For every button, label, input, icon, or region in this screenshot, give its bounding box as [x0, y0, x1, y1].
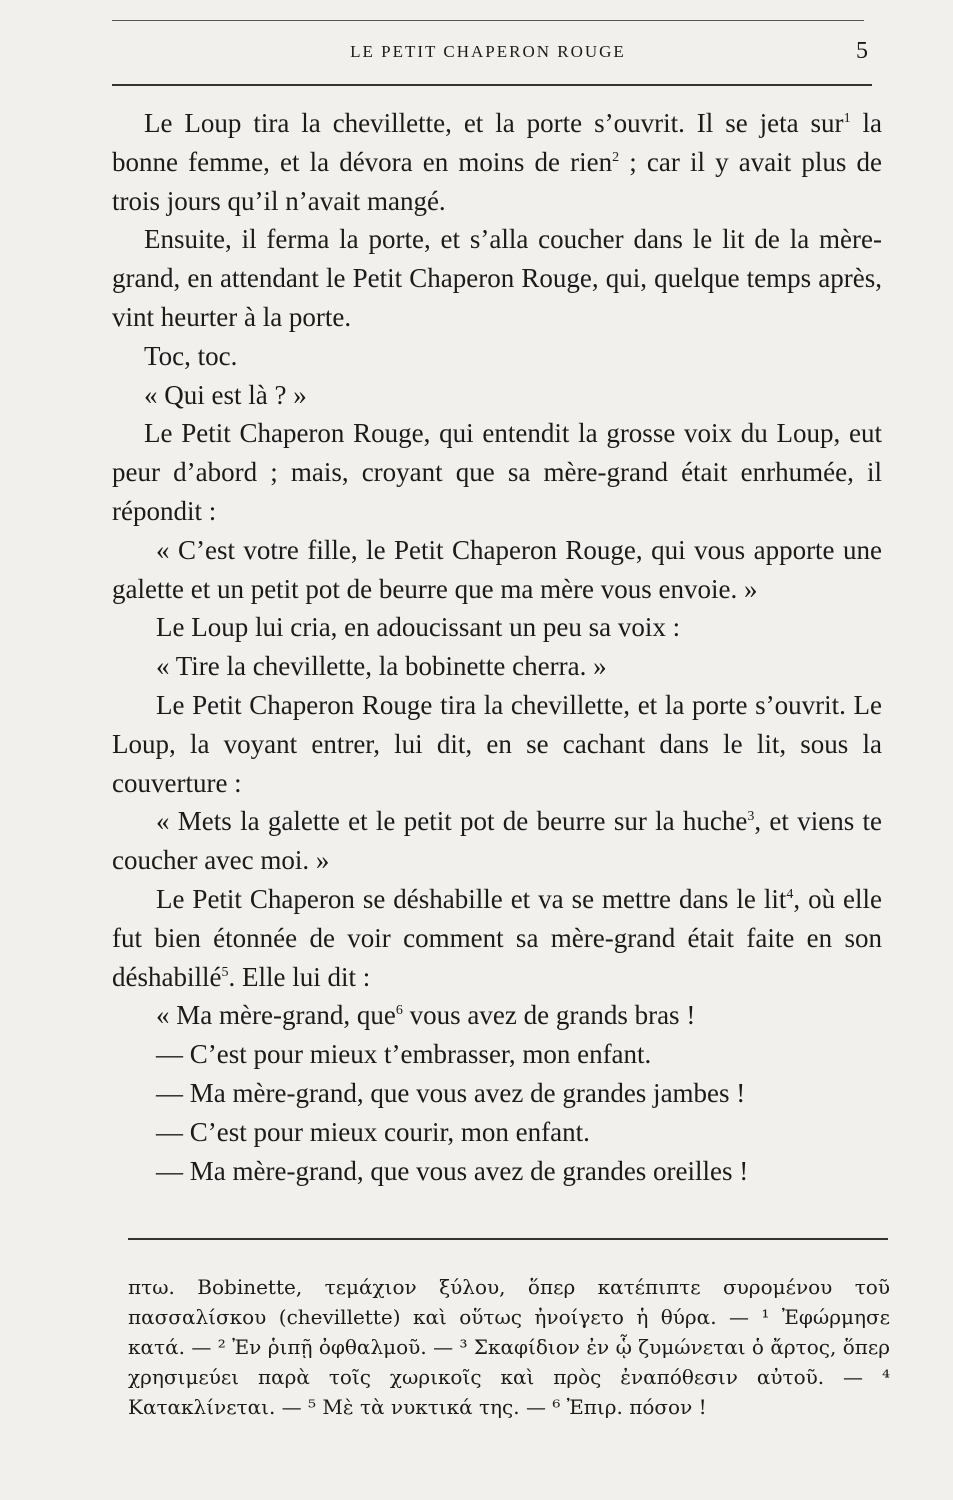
running-header	[112, 38, 868, 72]
paragraph: « Mets la galette et le petit pot de beurre sur la huche$^3$, et viens te coucher avec moi. »	[112, 806, 882, 876]
main-text	[112, 104, 882, 1190]
paragraph: — C’est pour mieux courir, mon enfant.	[156, 1116, 590, 1147]
footnote-text: πτω. Bobinette, τεμάχιον ξύλου, ὅπερ κατέπιπτε συρομένου τοῦ πασσαλίσκου (chevillette) καὶ οὕτως ἠνοίγετο ἡ θύρα. — ¹ Ἐφώρμησε κατά. — ² Ἐν ῥιπῇ ὀφθαλμοῦ. — ³ Σκαφίδιον ἐν ᾧ ζυμώνεται ὁ ἄρτος, ὅπερ χρησιμεύει παρὰ τοῖς χωρικοῖς καὶ πρὸς ἐναπόθεσιν αὐτοῦ. — ⁴ Κατακλίνεται. — ⁵ Μὲ τὰ νυκτικά της. — ⁶ Ἐπιρ. πόσον !	[128, 1275, 890, 1419]
header-bottom-rule	[112, 84, 872, 86]
footnotes	[128, 1272, 890, 1422]
paragraph: Le Petit Chaperon se déshabille et va se mettre dans le lit$^4$, où elle fut bien étonnée de voir comment sa mère-grand était faite en son déshabillé$^5$. Elle lui dit :	[112, 883, 882, 992]
paragraph: Le Loup lui cria, en adoucissant un peu sa voix :	[156, 612, 681, 643]
paragraph: « Ma mère-grand, que$^6$ vous avez de grands bras !	[156, 1000, 696, 1031]
paragraph: — Ma mère-grand, que vous avez de grandes oreilles !	[156, 1155, 749, 1186]
paragraph: Le Petit Chaperon Rouge, qui entendit la grosse voix du Loup, eut peur d’abord ; mais, croyant que sa mère-grand était enrhumée, il répondit :	[112, 418, 882, 526]
paragraph: Ensuite, il ferma la porte, et s’alla coucher dans le lit de la mère-grand, en attendant le Petit Chaperon Rouge, qui, quelque temps après, vint heurter à la porte.	[112, 224, 882, 332]
running-title: LE PETIT CHAPERON ROUGE	[350, 42, 626, 61]
paragraph: — C’est pour mieux t’embrasser, mon enfant.	[156, 1039, 652, 1070]
footnote-rule	[128, 1238, 888, 1240]
paragraph: — Ma mère-grand, que vous avez de grandes jambes !	[156, 1077, 746, 1108]
paragraph: Le Petit Chaperon Rouge tira la chevillette, et la porte s’ouvrit. Le Loup, la voyant entrer, lui dit, en se cachant dans le lit, sous la couverture :	[112, 689, 882, 798]
page-number: 5	[856, 38, 868, 64]
header-top-rule	[112, 20, 864, 21]
paragraph: Le Loup tira la chevillette, et la porte s’ouvrit. Il se jeta sur$^1$ la bonne femme, et la dévora en moins de rien$^2$ ; car il y avait plus de trois jours qu’il n’avait mangé.	[112, 108, 882, 216]
paragraph: Toc, toc.	[144, 340, 238, 371]
paragraph: « Qui est là ? »	[144, 379, 307, 410]
paragraph: « Tire la chevillette, la bobinette cherra. »	[156, 651, 607, 682]
paragraph: « C’est votre fille, le Petit Chaperon Rouge, qui vous apporte une galette et un petit pot de beurre que ma mère vous envoie. »	[112, 534, 882, 604]
